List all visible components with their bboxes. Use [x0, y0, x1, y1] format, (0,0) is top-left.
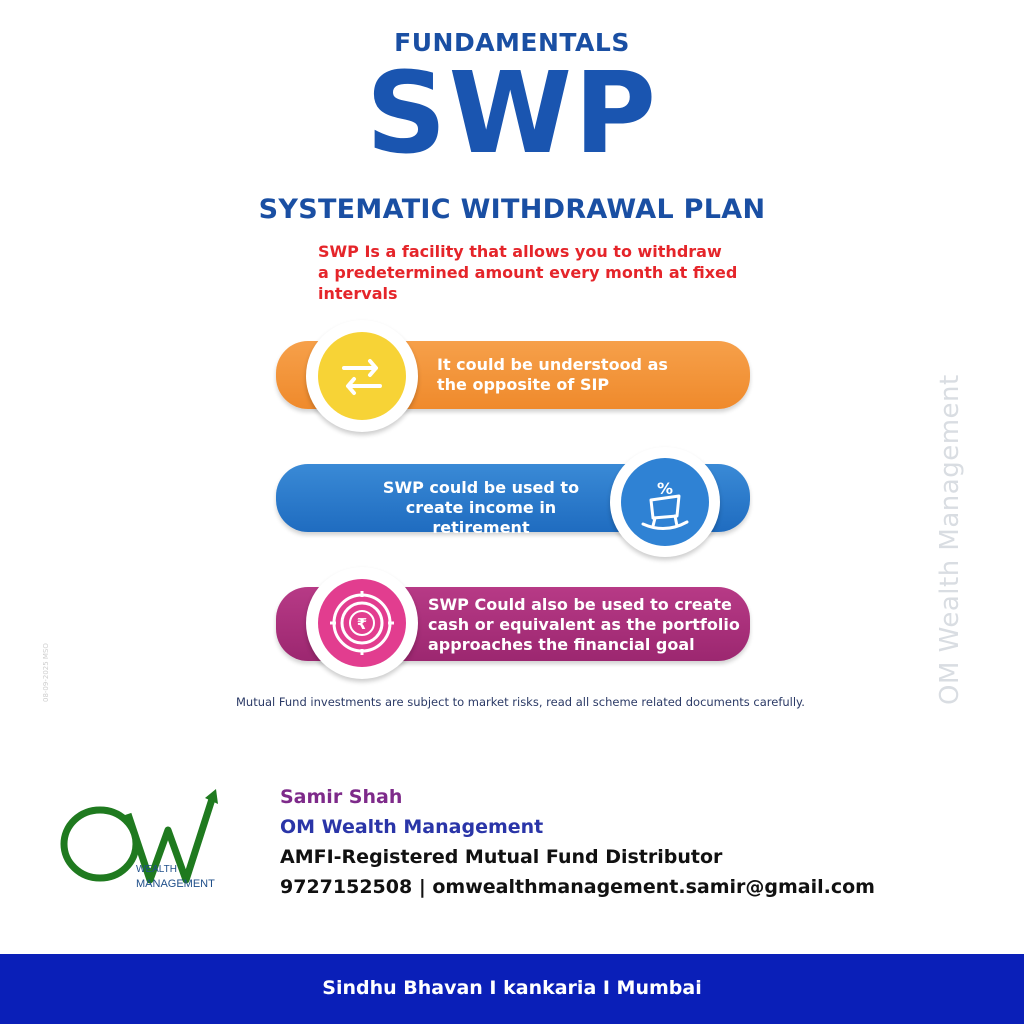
kicker-title: FUNDAMENTALS: [394, 28, 630, 57]
contact-org: OM Wealth Management: [280, 816, 544, 838]
contact-name: Samir Shah: [280, 786, 403, 808]
icon-ring: [306, 567, 418, 679]
disclaimer: Mutual Fund investments are subject to market risks, read all scheme related documents carefully.: [236, 695, 805, 709]
footer-bar: [0, 954, 1024, 1024]
logo-line1: WEALTH: [136, 864, 177, 875]
icon-ring: [306, 320, 418, 432]
logo-line2: MANAGEMENT: [136, 878, 215, 890]
percent-glyph: %: [657, 479, 674, 498]
exchange-arrows-icon: [318, 332, 406, 420]
point-line: cash or equivalent as the portfolio: [428, 615, 740, 634]
point-line: the opposite of SIP: [437, 375, 610, 394]
point-line: approaches the financial goal: [428, 635, 695, 654]
point-line: SWP Could also be used to create: [428, 595, 732, 614]
rupee-target-icon: [318, 579, 406, 667]
point-line: create income in retirement: [405, 498, 557, 537]
contact-role: AMFI-Registered Mutual Fund Distributor: [280, 846, 723, 868]
definition-text: SWP Is a facility that allows you to withdraw a predetermined amount every month at fixed intervals: [318, 242, 738, 303]
point-line: It could be understood as: [437, 355, 668, 374]
rupee-glyph: ₹: [356, 615, 368, 633]
icon-ring: [610, 447, 720, 557]
main-title: SWP: [365, 49, 659, 179]
om-wealth-logo: [58, 786, 228, 896]
footer-address: Sindhu Bhavan I kankaria I Mumbai: [322, 977, 702, 999]
point-line: SWP could be used to: [382, 478, 580, 497]
rocking-chair-icon: [621, 458, 709, 546]
watermark: OM Wealth Management: [935, 374, 965, 705]
subtitle: SYSTEMATIC WITHDRAWAL PLAN: [258, 194, 766, 225]
date-stamp: 08-09-2025 MSO: [42, 643, 50, 702]
contact-phone-email: 9727152508 | omwealthmanagement.samir@gmail.com: [280, 876, 875, 898]
